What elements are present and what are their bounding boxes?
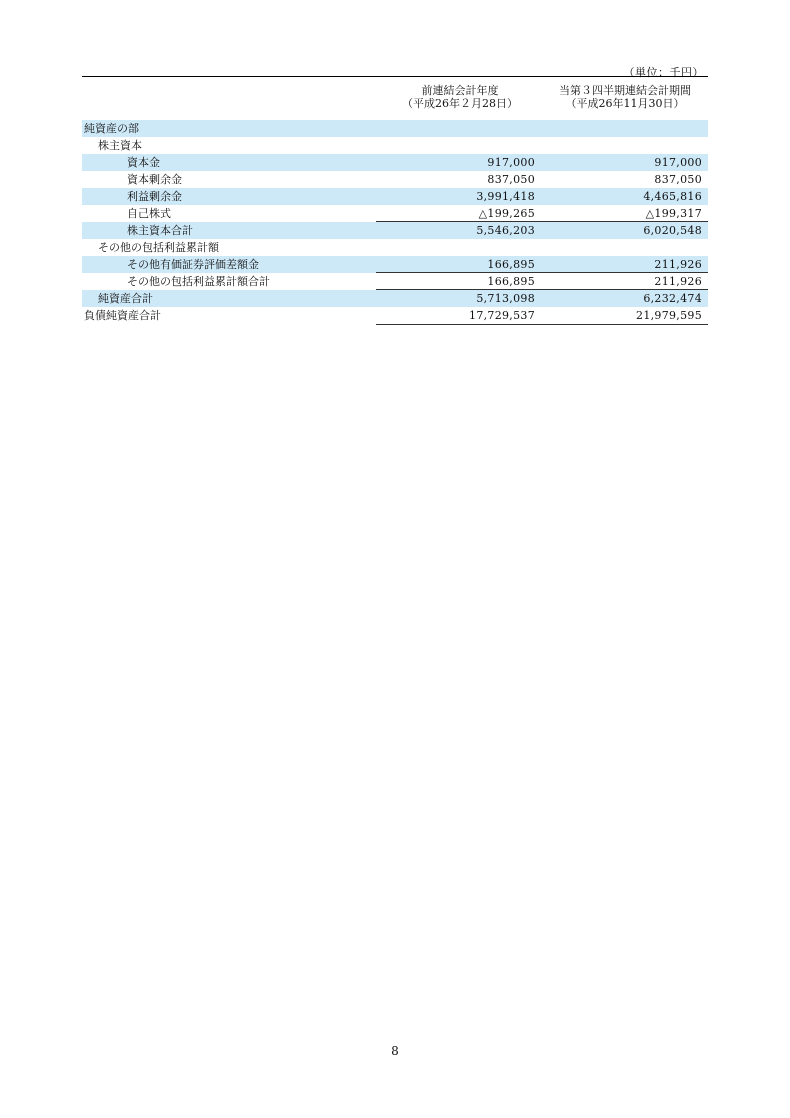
value-prev: △199,265 bbox=[478, 207, 535, 220]
row-label: 株主資本合計 bbox=[127, 224, 193, 237]
table-row bbox=[82, 290, 708, 307]
total-rule bbox=[376, 324, 708, 325]
column-header-prev-line1: 前連結会計年度 bbox=[421, 84, 499, 97]
row-label: 利益剰余金 bbox=[127, 190, 182, 203]
row-label: その他有価証券評価差額金 bbox=[127, 258, 259, 271]
value-curr: 211,926 bbox=[654, 275, 702, 288]
table-row bbox=[82, 137, 708, 154]
value-curr: △199,317 bbox=[645, 207, 702, 220]
header-rule bbox=[82, 76, 708, 77]
table-row bbox=[82, 120, 708, 137]
table-row bbox=[82, 307, 708, 324]
value-curr: 211,926 bbox=[654, 258, 702, 271]
column-header-prev-line2: （平成26年２月28日） bbox=[402, 97, 518, 110]
column-header-curr bbox=[545, 84, 705, 110]
unit-label: （単位：千円） bbox=[623, 66, 704, 79]
column-header-curr-line1: 当第３四半期連結会計期間 bbox=[559, 84, 691, 97]
value-curr: 6,232,474 bbox=[643, 292, 702, 305]
balance-table bbox=[82, 120, 708, 324]
table-row bbox=[82, 222, 708, 239]
row-label: その他の包括利益累計額 bbox=[98, 241, 219, 254]
row-label: 資本金 bbox=[127, 156, 160, 169]
value-prev: 5,546,203 bbox=[476, 224, 535, 237]
row-label: 負債純資産合計 bbox=[84, 309, 161, 322]
table-row bbox=[82, 205, 708, 222]
row-label: その他の包括利益累計額合計 bbox=[127, 275, 270, 288]
value-curr: 6,020,548 bbox=[643, 224, 702, 237]
value-prev: 166,895 bbox=[487, 258, 535, 271]
value-curr: 4,465,816 bbox=[643, 190, 702, 203]
table-row bbox=[82, 256, 708, 273]
value-prev: 837,050 bbox=[487, 173, 535, 186]
value-prev: 3,991,418 bbox=[476, 190, 535, 203]
table-row bbox=[82, 171, 708, 188]
row-label: 純資産の部 bbox=[84, 122, 139, 135]
row-label: 株主資本 bbox=[98, 139, 142, 152]
table-row bbox=[82, 188, 708, 205]
value-prev: 166,895 bbox=[487, 275, 535, 288]
row-label: 自己株式 bbox=[127, 207, 171, 220]
value-curr: 837,050 bbox=[654, 173, 702, 186]
table-row bbox=[82, 239, 708, 256]
row-label: 資本剰余金 bbox=[127, 173, 182, 186]
column-header-prev bbox=[380, 84, 540, 110]
value-prev: 17,729,537 bbox=[469, 309, 535, 322]
row-label: 純資産合計 bbox=[98, 292, 153, 305]
table-row bbox=[82, 273, 708, 290]
page-number: 8 bbox=[391, 1044, 399, 1058]
value-curr: 21,979,595 bbox=[636, 309, 702, 322]
value-prev: 5,713,098 bbox=[476, 292, 535, 305]
column-header-curr-line2: （平成26年11月30日） bbox=[565, 97, 685, 110]
table-row bbox=[82, 154, 708, 171]
value-prev: 917,000 bbox=[487, 156, 535, 169]
value-curr: 917,000 bbox=[654, 156, 702, 169]
